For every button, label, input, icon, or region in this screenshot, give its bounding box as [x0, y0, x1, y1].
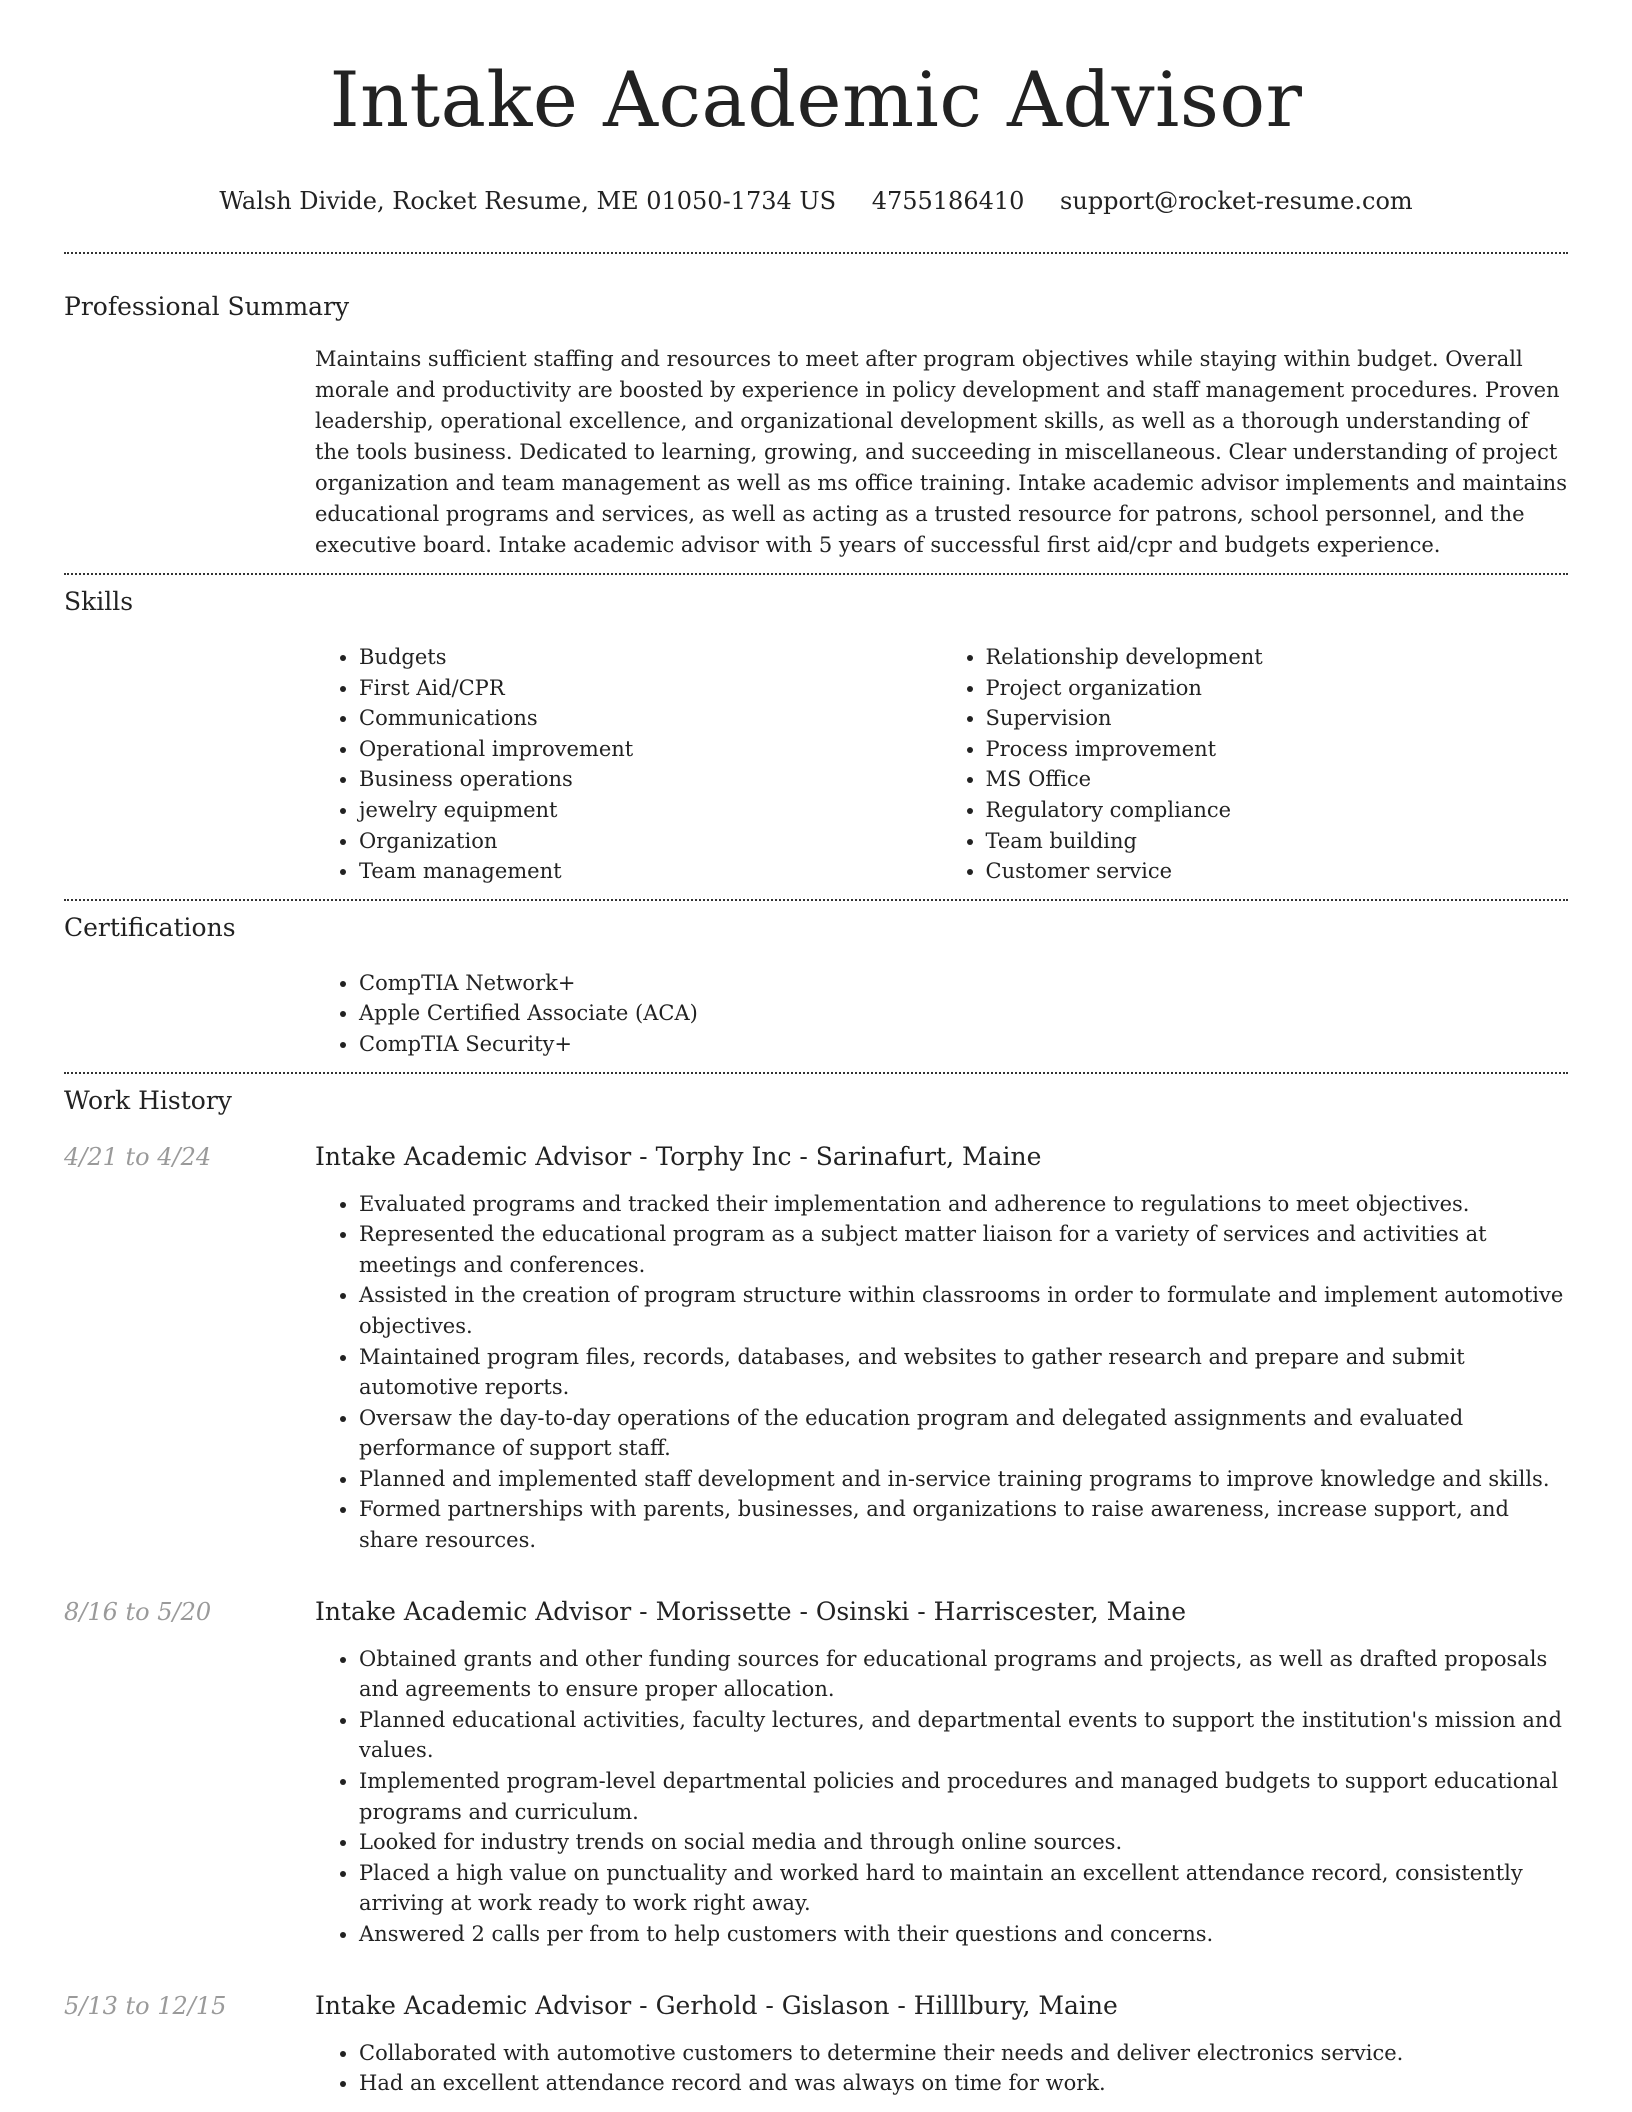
skill-item: • Process improvement — [986, 734, 1569, 765]
job-dates: 4/21 to 4/24 — [64, 1142, 212, 1171]
skill-item: • Customer service — [986, 856, 1569, 887]
job-bullet: • Assisted in the creation of program structure within classrooms in order to formulate and implement automotive objectives. — [359, 1280, 1568, 1341]
skill-item: • First Aid/CPR — [359, 673, 942, 704]
certification-item: • CompTIA Network+ — [359, 968, 1568, 999]
job-bullet: • Had an excellent attendance record and was always on time for work. — [359, 2068, 1568, 2099]
skill-item: • MS Office — [986, 764, 1569, 795]
job-bullets — [315, 1644, 1568, 1950]
skill-item: • Team management — [359, 856, 942, 887]
skill-item: • Communications — [359, 703, 942, 734]
divider — [64, 1072, 1568, 1074]
job-dates: 8/16 to 5/20 — [64, 1597, 212, 1626]
job-bullets — [315, 2038, 1568, 2099]
divider — [64, 573, 1568, 575]
job-bullet: • Obtained grants and other funding sources for educational programs and projects, as well as drafted proposals and agreements to ensure proper allocation. — [359, 1644, 1568, 1705]
job-title: Intake Academic Advisor - Gerhold - Gislason - Hilllbury, Maine — [315, 1990, 1118, 2020]
skills-list-left — [315, 642, 942, 887]
job-bullets — [315, 1189, 1568, 1556]
divider — [64, 252, 1568, 254]
job-bullet: • Placed a high value on punctuality and worked hard to maintain an excellent attendance record, consistently arriving at work ready to work right away. — [359, 1858, 1568, 1919]
job-bullet: • Maintained program files, records, databases, and websites to gather research and prepare and submit automotive reports. — [359, 1342, 1568, 1403]
summary-heading: Professional Summary — [64, 292, 350, 321]
skill-item: • Relationship development — [986, 642, 1569, 673]
job-bullet: • Collaborated with automotive customers to determine their needs and deliver electronics service. — [359, 2038, 1568, 2069]
job-bullet: • Implemented program-level departmental policies and procedures and managed budgets to support educational programs and curriculum. — [359, 1766, 1568, 1827]
job-bullet: • Planned and implemented staff development and in-service training programs to improve knowledge and skills. — [359, 1464, 1568, 1495]
certification-item: • CompTIA Security+ — [359, 1029, 1568, 1060]
job-dates: 5/13 to 12/15 — [64, 1991, 227, 2020]
job-bullet: • Answered 2 calls per from to help customers with their questions and concerns. — [359, 1919, 1568, 1950]
skill-item: • Team building — [986, 826, 1569, 857]
work-heading: Work History — [64, 1085, 232, 1115]
job-bullet: • Oversaw the day-to-day operations of the education program and delegated assignments and evaluated performance of support staff. — [359, 1403, 1568, 1464]
contact-line — [64, 186, 1568, 216]
skill-item: • Budgets — [359, 642, 942, 673]
job-header — [64, 1596, 1568, 1628]
job-header — [64, 1990, 1568, 2022]
certifications-heading: Certifications — [64, 912, 236, 942]
skill-item: • Operational improvement — [359, 734, 942, 765]
job-entry — [64, 1141, 1568, 1556]
divider — [64, 899, 1568, 901]
skill-item: • Regulatory compliance — [986, 795, 1569, 826]
skill-item: • Supervision — [986, 703, 1569, 734]
job-title: Intake Academic Advisor - Torphy Inc - Sarinafurt, Maine — [315, 1141, 1042, 1171]
skills-section — [64, 586, 1568, 887]
job-title: Intake Academic Advisor - Morissette - Osinski - Harriscester, Maine — [315, 1596, 1186, 1626]
job-entry — [64, 1990, 1568, 2099]
contact-email[interactable]: support@rocket-resume.com — [1060, 187, 1413, 215]
skills-heading: Skills — [64, 587, 134, 616]
certification-item: • Apple Certified Associate (ACA) — [359, 998, 1568, 1029]
job-bullet: • Represented the educational program as a subject matter liaison for a variety of services and activities at meetings and conferences. — [359, 1219, 1568, 1280]
summary-section — [64, 291, 1568, 561]
skill-item: • Business operations — [359, 764, 942, 795]
job-entry — [64, 1596, 1568, 1950]
job-bullet: • Planned educational activities, faculty lectures, and departmental events to support the institution's mission and values. — [359, 1705, 1568, 1766]
certifications-section — [64, 912, 1568, 1060]
contact-address: Walsh Divide, Rocket Resume, ME 01050-1734 US — [219, 187, 837, 215]
contact-phone: 4755186410 — [871, 187, 1025, 215]
resume-name: Intake Academic Advisor — [329, 55, 1303, 144]
job-bullet: • Looked for industry trends on social media and through online sources. — [359, 1827, 1568, 1858]
skill-item: • Organization — [359, 826, 942, 857]
job-bullet: • Formed partnerships with parents, businesses, and organizations to raise awareness, increase support, and share resources. — [359, 1494, 1568, 1555]
summary-text: Maintains sufficient staffing and resources to meet after program objectives while staying within budget. Overall morale and productivity are boosted by experience in policy development and staff management procedures. Proven leadership, operational excellence, and organizational development skills, as well as a thorough understanding of the tools business. Dedicated to learning, growing, and succeeding in miscellaneous. Clear understanding of project organization and team management as well as ms office training. Intake academic advisor implements and maintains educational programs and services, as well as acting as a trusted resource for patrons, school personnel, and the executive board. Intake academic advisor with 5 years of successful first aid/cpr and budgets experience. — [315, 347, 1567, 557]
skills-list-right — [942, 642, 1569, 887]
skills-columns — [315, 642, 1568, 887]
skill-item: • Project organization — [986, 673, 1569, 704]
skill-item: • jewelry equipment — [359, 795, 942, 826]
job-bullet: • Evaluated programs and tracked their implementation and adherence to regulations to meet objectives. — [359, 1189, 1568, 1220]
job-header — [64, 1141, 1568, 1173]
work-section — [64, 1085, 1568, 2099]
certifications-list — [315, 968, 1568, 1060]
